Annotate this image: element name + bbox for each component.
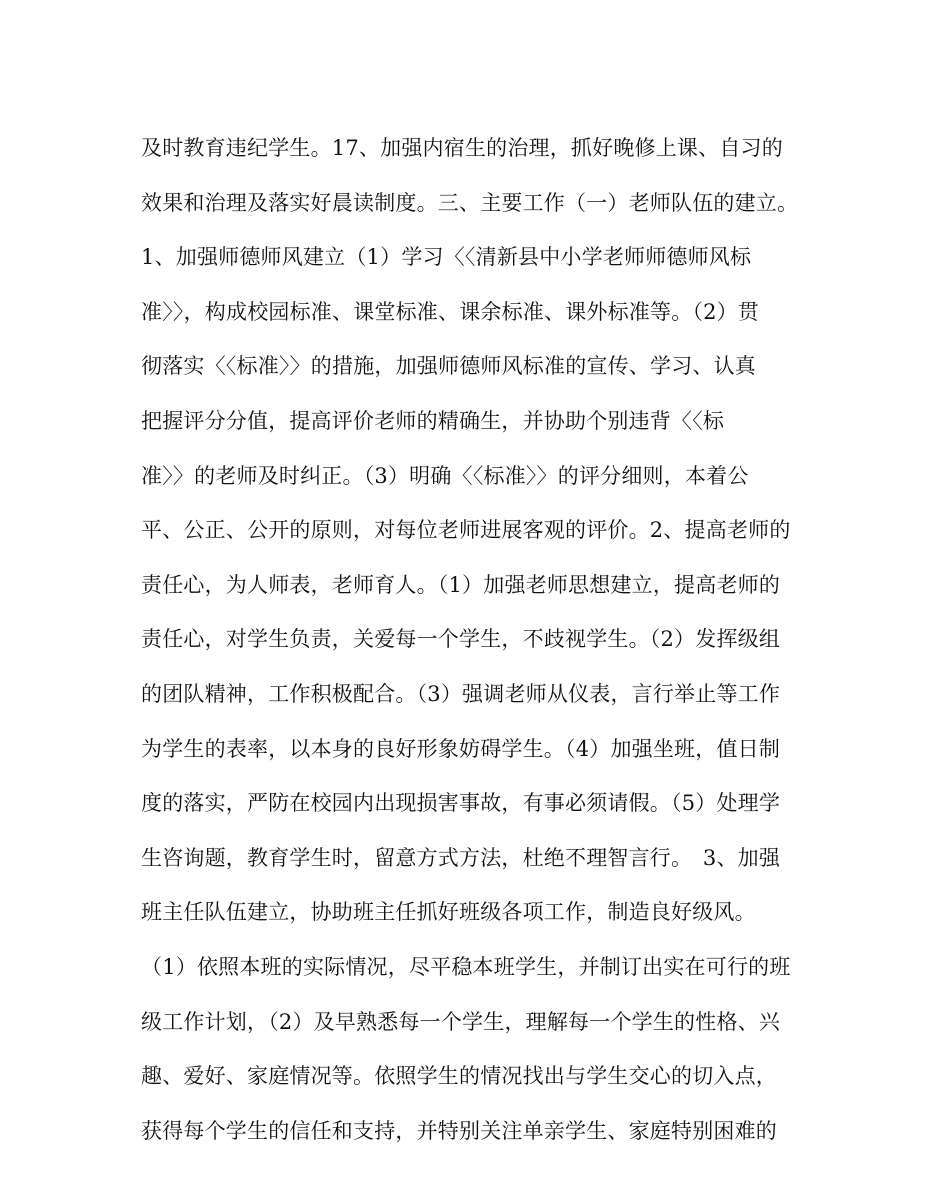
text-line: （1）依照本班的实际情况，尽平稳本班学生，并制订出实在可行的班: [141, 954, 791, 979]
text-line: 效果和治理及落实好晨读制度。三、主要工作（一）老师队伍的建立。: [141, 190, 799, 215]
text-line: 为学生的表率，以本身的良好形象妨碍学生。（4）加强坐班，值日制: [141, 736, 781, 761]
body-text: [141, 128, 811, 1165]
text-line: 责任心，为人师表，老师育人。（1）加强老师思想建立，提高老师的: [141, 572, 781, 597]
text-line: 生咨询题，教育学生时，留意方式方法，杜绝不理智言行。 3、加强: [141, 845, 781, 870]
text-line: 班主任队伍建立，协助班主任抓好班级各项工作，制造良好级风。: [141, 900, 756, 925]
text-line: 彻落实〈〈标准〉〉的措施，加强师德师风标准的宣传、学习、认真: [141, 354, 756, 379]
text-line: 准〉〉的老师及时纠正。（3）明确〈〈标准〉〉的评分细则，本着公: [141, 463, 749, 488]
text-line: 把握评分分值，提高评价老师的精确生，并协助个别违背〈〈标: [141, 408, 725, 433]
text-line: 度的落实，严防在校园内出现损害事故，有事必须请假。（5）处理学: [141, 791, 781, 816]
text-line: 的团队精神，工作积极配合。（3）强调老师从仪表，言行举止等工作: [141, 681, 781, 706]
text-line: 平、公正、公开的原则，对每位老师进展客观的评价。2、提高老师的: [141, 518, 791, 543]
text-line: 准〉〉，构成校园标准、课堂标准、课余标准、课外标准等。（2）贯: [141, 299, 760, 324]
text-line: 趣、爱好、家庭情况等。依照学生的情况找出与学生交心的切入点，: [141, 1064, 777, 1089]
text-line: 1、加强师德师风建立（1）学习〈〈清新县中小学老师师德师风标: [141, 245, 752, 270]
text-line: 获得每个学生的信任和支持，并特别关注单亲学生、家庭特别困难的: [141, 1118, 777, 1143]
text-line: 及时教育违纪学生。17、加强内宿生的治理，抓好晚修上课、自习的: [141, 136, 783, 160]
text-line: 责任心，对学生负责，关爱每一个学生，不歧视学生。（2）发挥级组: [141, 627, 781, 652]
text-line: 级工作计划，（2）及早熟悉每一个学生，理解每一个学生的性格、兴: [141, 1009, 781, 1034]
